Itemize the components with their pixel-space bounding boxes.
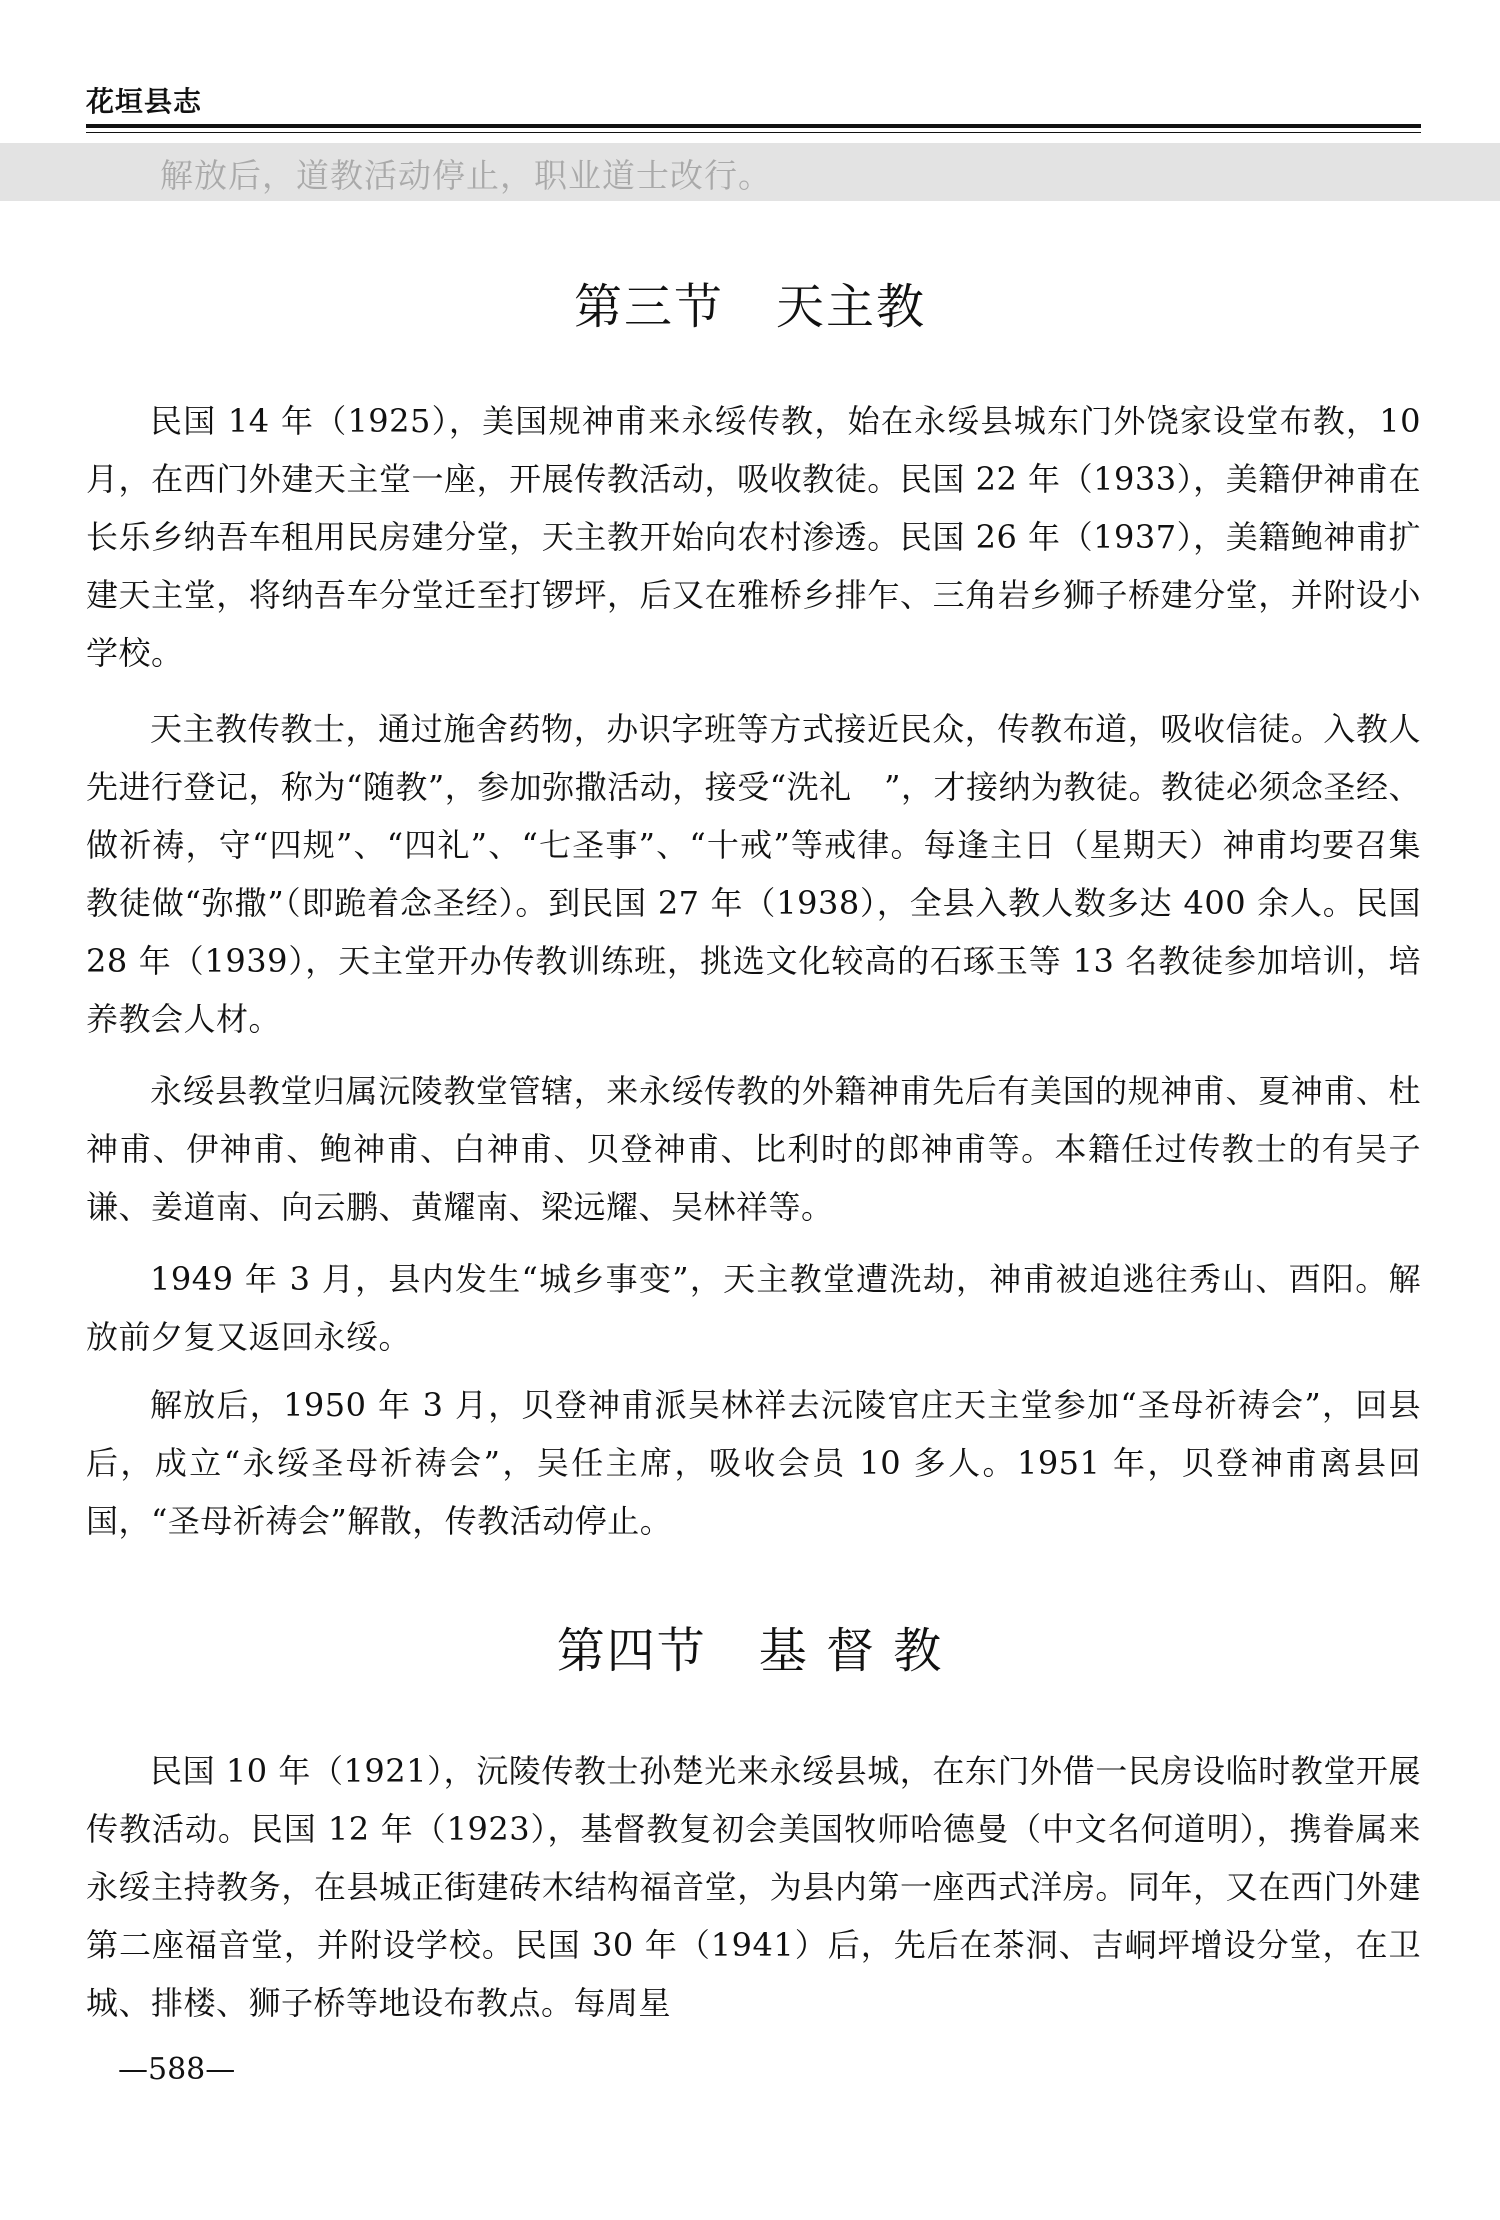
section-number: 第四节 [556,1623,707,1679]
header-rule-thick [86,124,1421,128]
paragraph: 民国 14 年（1925），美国规神甫来永绥传教，始在永绥县城东门外饶家设堂布教，10 月，在西门外建天主堂一座，开展传教活动，吸收教徒。民国 22 年（1933），美籍伊神甫在长乐乡纳吾车租用民房建分堂，天主教开始向农村渗透。民国 26 年（1937），美籍鲍神甫扩建天主堂，将纳吾车分堂迁至打锣坪，后又在雅桥乡排乍、三角岩乡狮子桥建分堂，并附设小学校。 [86,402,1421,672]
running-head: 花垣县志 [86,85,203,118]
page-number: —588— [118,2052,236,2087]
section-title-protestantism [0,1612,1500,1681]
section-title-catholicism [0,268,1500,337]
paragraph: 1949 年 3 月，县内发生“城乡事变”，天主教堂遭洗劫，神甫被迫逃往秀山、酉阳。解放前夕复又返回永绥。 [86,1260,1421,1356]
previous-page-overlap-text: 解放后，道教活动停止，职业道士改行。 [160,156,772,195]
paragraph: 永绥县教堂归属沅陵教堂管辖，来永绥传教的外籍神甫先后有美国的规神甫、夏神甫、杜神甫、伊神甫、鲍神甫、白神甫、贝登神甫、比利时的郎神甫等。本籍任过传教士的有吴子谦、姜道南、向云鹏、黄耀南、梁远耀、吴林祥等。 [86,1072,1421,1226]
paragraph: 民国 10 年（1921），沅陵传教士孙楚光来永绥县城，在东门外借一民房设临时教堂开展传教活动。民国 12 年（1923），基督教复初会美国牧师哈德曼（中文名何道明），携眷属来永绥主持教务，在县城正街建砖木结构福音堂，为县内第一座西式洋房。同年，又在西门外建第二座福音堂，并附设学校。民国 30 年（1941）后，先后在茶洞、吉峒坪增设分堂，在卫城、排楼、狮子桥等地设布教点。每周星 [86,1752,1421,2022]
header-rule-thin [86,132,1421,133]
section-number: 第三节 [573,279,724,335]
paragraph: 解放后，1950 年 3 月，贝登神甫派吴林祥去沅陵官庄天主堂参加“圣母祈祷会”，回县后，成立“永绥圣母祈祷会”，吴任主席，吸收会员 10 多人。1951 年，贝登神甫离县回国，“圣母祈祷会”解散，传教活动停止。 [86,1386,1421,1540]
section-name: 基 督 教 [758,1623,944,1679]
paragraph: 天主教传教士，通过施舍药物，办识字班等方式接近民众，传教布道，吸收信徒。入教人先进行登记，称为“随教”，参加弥撒活动，接受“洗礼 ”，才接纳为教徒。教徒必须念圣经、做祈祷，守“四规”、“四礼”、“七圣事”、“十戒”等戒律。每逢主日（星期天）神甫均要召集教徒做“弥撒”（即跪着念圣经）。到民国 27 年（1938），全县入教人数多达 400 余人。民国 28 年（1939），天主堂开办传教训练班，挑选文化较高的石琢玉等 13 名教徒参加培训，培养教会人材。 [86,710,1421,1038]
section-name: 天主教 [776,279,927,335]
